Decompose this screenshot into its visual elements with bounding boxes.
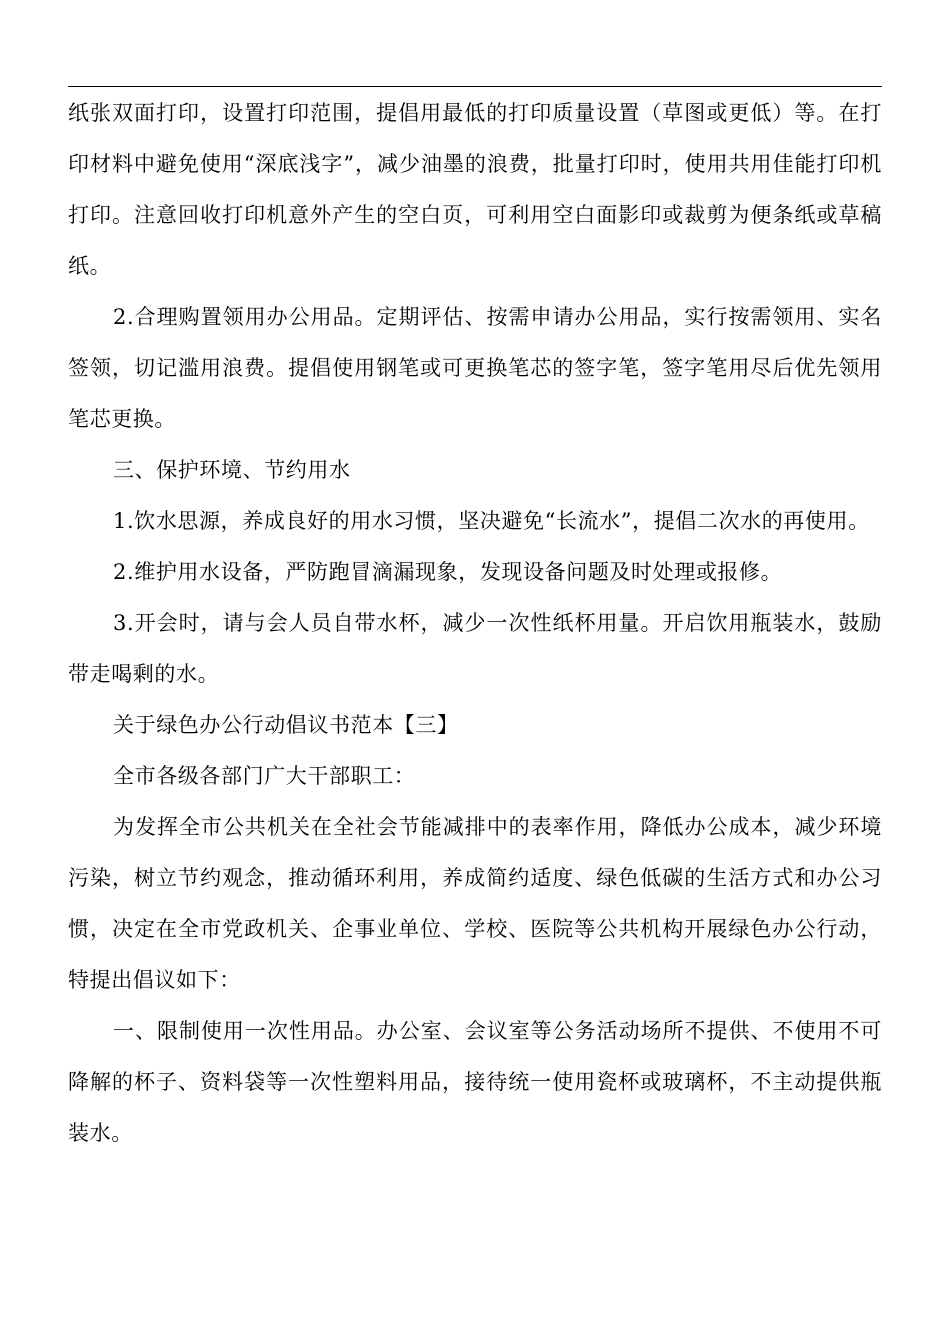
paragraph-office-supplies: 2.合理购置领用办公用品。定期评估、按需申请办公用品，实行按需领用、实名签领，切记滥用浪费。提倡使用钢笔或可更换笔芯的签字笔，签字笔用尽后优先领用笔芯更换。 bbox=[68, 305, 882, 431]
paragraph-introduction: 为发挥全市公共机关在全社会节能减排中的表率作用，降低办公成本，减少环境污染，树立节约观念，推动循环利用，养成简约适度、绿色低碳的生活方式和办公习惯，决定在全市党政机关、企事业单位、学校、医院等公共机构开展绿色办公行动，特提出倡议如下： bbox=[68, 815, 882, 992]
paragraph-printing-continued: 纸张双面打印，设置打印范围，提倡用最低的打印质量设置（草图或更低）等。在打印材料中避免使用“深底浅字”，减少油墨的浪费，批量打印时，使用共用佳能打印机打印。注意回收打印机意外产生的空白页，可利用空白面影印或裁剪为便条纸或草稿纸。 bbox=[68, 101, 882, 278]
paragraph-water-habit: 1.饮水思源，养成良好的用水习惯，坚决避免“长流水”，提倡二次水的再使用。 bbox=[113, 509, 870, 533]
paragraph-meeting-cups: 3.开会时，请与会人员自带水杯，减少一次性纸杯用量。开启饮用瓶装水，鼓励带走喝剩的水。 bbox=[68, 611, 882, 686]
header-rule bbox=[68, 86, 882, 87]
salutation: 全市各级各部门广大干部职工： bbox=[113, 764, 416, 788]
section-heading-water: 三、保护环境、节约用水 bbox=[113, 458, 351, 482]
paragraph-disposable-items: 一、限制使用一次性用品。办公室、会议室等公务活动场所不提供、不使用不可降解的杯子、资料袋等一次性塑料用品，接待统一使用瓷杯或玻璃杯，不主动提供瓶装水。 bbox=[68, 1019, 882, 1145]
document-body bbox=[68, 88, 882, 1159]
document-title-three: 关于绿色办公行动倡议书范本【三】 bbox=[113, 713, 459, 737]
paragraph-water-equipment: 2.维护用水设备，严防跑冒滴漏现象，发现设备问题及时处理或报修。 bbox=[113, 560, 783, 584]
